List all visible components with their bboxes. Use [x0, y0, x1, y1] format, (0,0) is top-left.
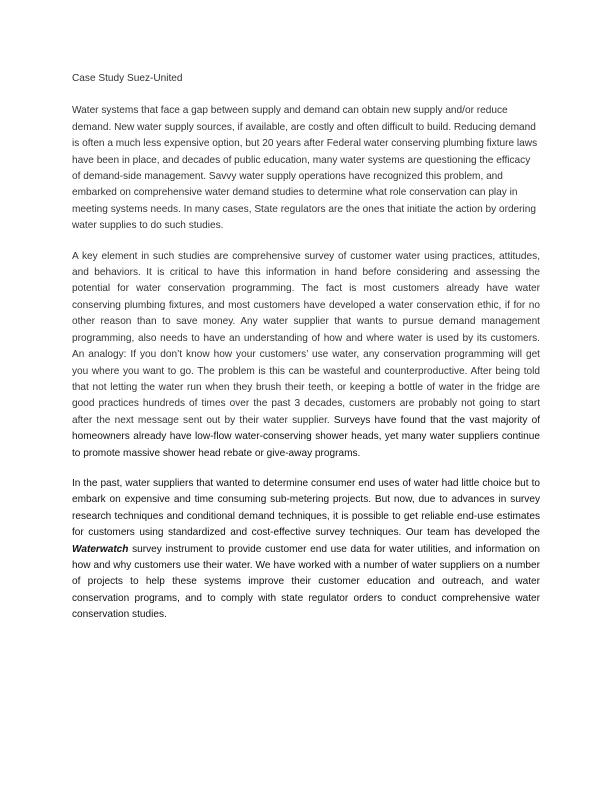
paragraph-in-the-past-before: In the past, water suppliers that wanted to determine consumer end uses of water had little choice but to embark on expensive and time consuming sub-metering projects. But now, due to advances in survey research techniques and conditional demand techniques, it is possible to get reliable end-use estimates for customers using standardized and cost-effective survey techniques. Our team has developed the [72, 477, 540, 539]
waterwatch-emphasis: Waterwatch [72, 543, 129, 555]
paragraph-key-element [72, 249, 540, 462]
paragraph-in-the-past [72, 476, 540, 624]
paragraph-key-element-surveys: Surveys have found that the vast majority of homeowners already have low-flow water-conserving shower heads, yet many water suppliers continue to promote massive shower head rebate or give-away programs. [72, 414, 540, 459]
paragraph-key-element-main: A key element in such studies are comprehensive survey of customer water using practices, attitudes, and behaviors. It is critical to have this information in hand before considering and assessing the potential for water conservation programming. The fact is most customers already have water conserving plumbing fixtures, and most customers have developed a water conservation ethic, if for no other reason than to save money. Any water supplier that wants to pursue demand management programming, also needs to have an understanding of how and where water is used by its customers. An analogy: If you don’t know how your customers’ use water, any conservation programming will get you where you want to go. The problem is this can be wasteful and counterproductive. After being told that not letting the water run when they brush their teeth, or keeping a bottle of water in the fridge are good practices hundreds of times over the past 3 decades, customers are probably not going to start after the next message sent out by their water supplier. [72, 250, 540, 426]
paragraph-water-systems: Water systems that face a gap between supply and demand can obtain new supply and/or reduce demand. New water supply sources, if available, are costly and often difficult to build. Reducing demand is often a much less expensive option, but 20 years after Federal water conserving plumbing fixture laws have been in place, and decades of public education, many water systems are questioning the efficacy of demand-side management. Savvy water supply operations have recognized this problem, and embarked on comprehensive water demand studies to determine what role conservation can play in meeting systems needs. In many cases, State regulators are the ones that initiate the action by ordering water supplies to do such studies. [72, 105, 538, 232]
document-body [72, 71, 540, 638]
document-title: Case Study Suez-United [72, 73, 183, 84]
paragraph-in-the-past-after: survey instrument to provide customer end use data for water utilities, and information on how and why customers use their water. We have worked with a number of water suppliers on a number of projects to help these systems improve their customer education and outreach, and water conservation programs, and to comply with state regulator orders to conduct comprehensive water conservation studies. [72, 543, 540, 621]
